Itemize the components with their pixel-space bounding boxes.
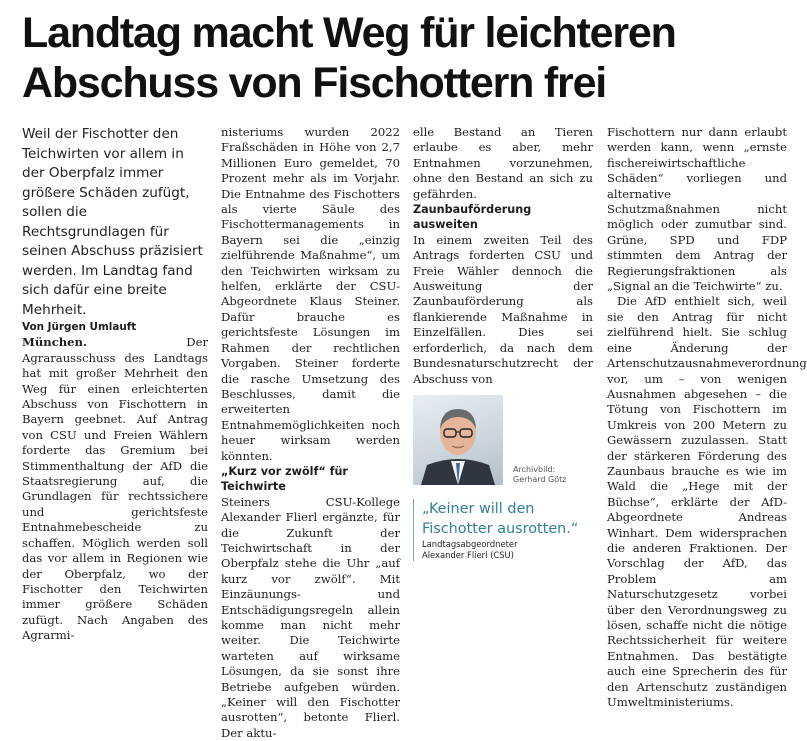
body-paragraph: Fischottern nur dann erlaubt werden kann, wenn „ernste fischereiwirtschaftliche Schäden“ vorliegen und alternative Schutzmaßnahmen nicht möglich oder zumutbar sind. Grüne, SPD und FDP stimmten dem Antrag der Regierungsfraktionen als „Signal an die Teichwirte“ zu. — [607, 125, 787, 294]
column-4 — [607, 125, 807, 710]
subheading: Zaunbauförderung ausweiten — [413, 203, 532, 232]
subheading: „Kurz vor zwölf“ für Teichwirte — [221, 464, 348, 494]
portrait-illustration — [413, 395, 503, 485]
attribution-line-2: Alexander Flierl (CSU) — [422, 549, 514, 560]
headline — [22, 8, 792, 108]
body-paragraph: Die AfD enthielt sich, weil sie den Antrag für nicht zielführend hielt. Sie schlug eine Änderung der Artenschutzausnahmeverordnung vor, um – von wenigen Ausnahmen abgesehen – die Tötung von Fischottern im Umkreis von 200 Metern zu Gewässern zuzulassen. Statt der stärkeren Förderung des Zaunbaus brauche es wie im Wald die „Hege mit der Büchse“, erklärte der AfD-Abgeordnete Andreas Winhart. Dem widersprachen die anderen Fraktionen. Der Vorschlag der AfD, das Problem am Naturschutzgesetz vorbei über den Verordnungsweg zu lösen, schaffe nicht die nötige Rechtssicherheit für weitere Entnahmen. Das bestätigte auch eine Sprecherin des für den Artenschutz zuständigen Umweltministeriums. — [607, 294, 807, 710]
column-3 — [413, 125, 593, 561]
body-text: Der Agrarausschuss des Landtags hat mit großer Mehrheit den Weg für einen erleichterten Abschuss von Fischottern in Bayern geebnet. Auf Antrag von CSU und Freien Wählern forderte das Gremium bei Stimmenthaltung der AfD die Staatsregierung auf, die Grundlagen für rechtssichere und gerichtsfeste Entnahmebescheide zu schaffen. Möglich werden soll das vor allem in Regionen wie der Oberpfalz, wo der Fischotter den Teichwirten immer größere Schäden zufügt. Nach Angaben des Agrarmi- — [22, 335, 208, 643]
column-2 — [221, 125, 400, 741]
byline: Von Jürgen Umlauft — [22, 321, 137, 333]
body-paragraph — [22, 335, 208, 643]
photo-caption-line-1: Archivbild: — [513, 464, 556, 474]
portrait-photo — [413, 395, 503, 485]
attribution-line-1: Landtagsabgeordneter — [422, 538, 518, 549]
photo-caption — [513, 465, 566, 485]
photo-block — [413, 395, 593, 495]
body-paragraph: elle Bestand an Tieren erlaube es aber, mehr Entnahmen vorzunehmen, ohne den Bestand an sich zu gefährden. — [413, 125, 593, 201]
pull-quote — [413, 499, 593, 561]
headline-line-2: Abschuss von Fischottern frei — [22, 59, 607, 107]
pull-quote-text: „Keiner will den Fischotter ausrotten.“ — [422, 500, 579, 537]
dateline: München. — [22, 335, 88, 350]
body-paragraph: Steiners CSU-Kollege Alexander Flierl ergänzte, für die Zukunft der Teichwirtschaft in der Oberpfalz stehe die Uhr „auf kurz vor zwölf“. Mit Einzäunungs- und Entschädigungsregeln allein komme man nicht mehr weiter. Die Teichwirte warteten auf wirksame Lösungen, da sie sonst ihre Betriebe aufgeben würden. „Keiner will den Fischotter ausrotten“, betonte Flierl. Der aktu- — [221, 494, 400, 740]
column-1 — [22, 125, 208, 644]
intro-text: Weil der Fischotter den Teichwirten vor allem in der Oberpfalz immer größere Schäden zufügt, sollen die Rechtsgrundlagen für seinen Abschuss präzisiert werden. Im Landtag fand sich dafür eine breite Mehrheit. — [22, 126, 203, 318]
photo-caption-line-2: Gerhard Götz — [513, 474, 567, 484]
pull-quote-attribution — [422, 539, 593, 561]
body-paragraph: In einem zweiten Teil des Antrags forderten CSU und Freie Wähler dennoch die Ausweitung der Zaunbauförderung als flankierende Maßnahme in Einzelfällen. Dies sei erforderlich, da nach dem Bundesnaturschutzrecht der Abschuss von — [413, 232, 593, 386]
headline-line-1: Landtag macht Weg für leichteren — [22, 9, 676, 57]
body-paragraph: nisteriums wurden 2022 Fraßschäden in Höhe von 2,7 Millionen Euro gemeldet, 70 Prozent mehr als im Vorjahr. Die Entnahme des Fischotters als vierte Säule des Fischottermanagements in Bayern sei die „einzig zielführende Maßnahme“, um den Teichwirten wirksam zu helfen, erklärte der CSU-Abgeordnete Klaus Steiner. Dafür brauche es gerichtsfeste Lösungen im Rahmen der rechtlichen Vorgaben. Steiner forderte die rasche Umsetzung des Beschlusses, damit die erweiterten Entnahmemöglichkeiten noch heuer wirksam werden könnten. — [221, 125, 400, 463]
